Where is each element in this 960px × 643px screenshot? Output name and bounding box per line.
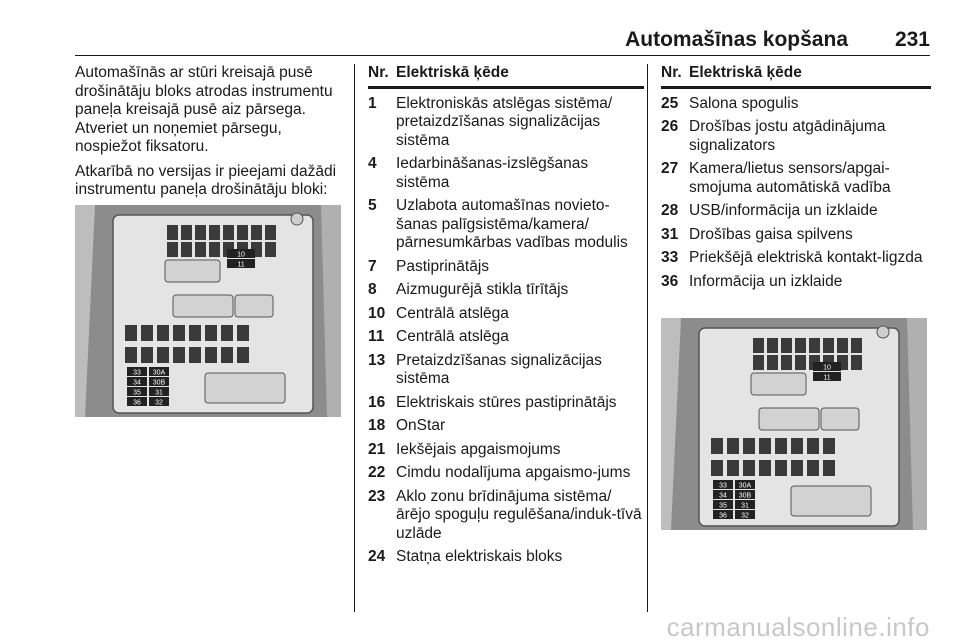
fuse-slot (743, 438, 755, 454)
circuit-description: Kamera/lietus sensors/apgai-smojuma automātiskā vadība (689, 160, 891, 196)
table-row (368, 155, 644, 192)
fuse-label-text: 30A (152, 369, 166, 377)
fuse-slot (791, 460, 803, 476)
fuse-label-text: 30A (738, 482, 752, 490)
header-circuit: Elektriskā ķēde (689, 64, 802, 81)
fuse-number: 1 (368, 94, 377, 112)
fuse-slot (181, 225, 192, 240)
fuse-slot (807, 460, 819, 476)
fuse-slot (237, 347, 249, 363)
fuse-label-text: 10 (237, 251, 245, 259)
circuit-description: Statņa elektriskais bloks (396, 548, 563, 565)
fuse-slot (125, 325, 137, 341)
table-row (661, 249, 931, 268)
fuse-number: 22 (368, 464, 386, 481)
connector-block (759, 408, 819, 430)
fuse-slot (823, 438, 835, 454)
table-row (368, 305, 644, 324)
circuit-description: Drošības gaisa spilvens (689, 225, 853, 243)
fuse-slot (167, 225, 178, 240)
page-header-title: Automašīnas kopšana (625, 28, 848, 51)
fuse-label-text: 30B (152, 379, 166, 387)
fuse-number: 33 (661, 249, 679, 266)
intro-column (75, 64, 341, 206)
fuse-label-text: 35 (719, 502, 727, 510)
table-row (661, 226, 931, 245)
fuse-number: 13 (368, 351, 386, 369)
fuse-table-right (661, 64, 931, 296)
circuit-description: Elektroniskās atslēgas sistēma/ pretaizdzīšanas signalizācijas sistēma (396, 94, 613, 149)
table-row (368, 464, 644, 483)
fuse-label-text: 30B (738, 492, 752, 500)
circuit-description: Centrālā atslēga (396, 328, 509, 345)
fuse-number: 18 (368, 417, 386, 434)
fuse-slot (743, 460, 755, 476)
intro-paragraph: Automašīnās ar stūri kreisajā pusē drošinātāju bloks atrodas instrumentu paneļa kreisajā pusē aiz pārsega. Atveriet un noņemiet pārsegu, nospiežot fiksatoru. (75, 64, 333, 155)
fuse-label-text: 31 (741, 502, 749, 510)
fuse-slot (851, 338, 862, 353)
fuse-slot (173, 325, 185, 341)
circuit-description: Informācija un izklaide (689, 272, 843, 290)
circuit-description: Iedarbināšanas-izslēgšanas sistēma (396, 155, 589, 191)
fuse-slot (727, 460, 739, 476)
fuse-box-drawing (661, 318, 927, 530)
fuse-slot (209, 225, 220, 240)
fuse-slot (775, 460, 787, 476)
circuit-description: Priekšējā elektriskā kontakt-ligzda (689, 249, 923, 266)
fuse-slot (753, 338, 764, 353)
fuse-label-text: 11 (237, 261, 245, 269)
fuse-slot (851, 355, 862, 370)
fuse-number: 31 (661, 225, 679, 243)
fuse-label-text: 31 (155, 389, 163, 397)
table-row (368, 328, 644, 347)
fuse-label-text: 32 (155, 399, 163, 407)
fuse-label-text: 36 (719, 512, 727, 520)
fuse-number: 21 (368, 440, 386, 458)
fuse-slot (711, 460, 723, 476)
fuse-slot (195, 242, 206, 257)
fuse-number: 25 (661, 94, 679, 112)
fuse-slot (125, 347, 137, 363)
circuit-description: Pastiprinātājs (396, 257, 490, 275)
fuse-number: 8 (368, 281, 377, 298)
fuse-number: 23 (368, 487, 386, 505)
table-row (368, 488, 644, 544)
fuse-slot (795, 338, 806, 353)
table-header (368, 64, 644, 89)
circuit-description: Iekšējais apgaismojums (396, 440, 561, 458)
table-row (368, 95, 644, 151)
circuit-description: Drošības jostu atgādinājuma signalizators (689, 118, 886, 154)
fuse-slot (807, 438, 819, 454)
fuse-label-text: 33 (719, 482, 727, 490)
table-row (368, 394, 644, 413)
fuse-box-drawing (75, 205, 341, 417)
table-row (661, 160, 931, 197)
circuit-description: Salona spogulis (689, 94, 799, 112)
fuse-slot (189, 325, 201, 341)
fuse-slot (209, 242, 220, 257)
column-divider (647, 64, 648, 612)
fuse-slot (767, 355, 778, 370)
fuse-slot (189, 347, 201, 363)
fuse-number: 16 (368, 393, 386, 411)
fuse-slot (181, 242, 192, 257)
table-row (368, 281, 644, 300)
connector-block (205, 373, 285, 403)
fuse-number: 7 (368, 257, 377, 275)
fuse-label-text: 11 (823, 374, 831, 382)
circuit-description: Pretaizdzīšanas signalizācijas sistēma (396, 351, 602, 387)
circuit-description: Uzlabota automašīnas novieto-šanas palīgsistēma/kamera/ pārnesumkārbas vadības modulis (396, 197, 628, 251)
fuse-slot (727, 438, 739, 454)
fuse-label-text: 33 (133, 369, 141, 377)
fuse-slot (823, 460, 835, 476)
fuse-slot (141, 347, 153, 363)
fuse-number: 4 (368, 155, 377, 172)
fuse-slot (781, 338, 792, 353)
header-circuit: Elektriskā ķēde (396, 64, 509, 81)
table-row (661, 202, 931, 221)
fuse-slot (237, 325, 249, 341)
fuse-number: 36 (661, 272, 679, 290)
table-row (368, 417, 644, 436)
fuse-label-text: 34 (133, 379, 141, 387)
table-row (368, 352, 644, 389)
relay-block (165, 260, 220, 282)
fuse-slot (173, 347, 185, 363)
fuse-slot (759, 438, 771, 454)
fuse-slot (753, 355, 764, 370)
fuse-slot (221, 325, 233, 341)
fuse-slot (167, 242, 178, 257)
connector-block (821, 408, 859, 430)
fuse-slot (781, 355, 792, 370)
fuse-slot (775, 438, 787, 454)
table-row (661, 95, 931, 114)
fuse-slot (265, 225, 276, 240)
fuse-number: 28 (661, 202, 679, 219)
fuse-slot (759, 460, 771, 476)
fuse-label-text: 10 (823, 364, 831, 372)
fuse-slot (221, 347, 233, 363)
circuit-description: Elektriskais stūres pastiprinātājs (396, 393, 617, 411)
fuse-number: 27 (661, 160, 679, 177)
table-row (368, 548, 644, 567)
fuse-number: 11 (368, 328, 385, 345)
circuit-description: USB/informācija un izklaide (689, 202, 878, 219)
fuse-box-diagram-1 (75, 205, 341, 417)
fuse-slot (223, 225, 234, 240)
connector-block (173, 295, 233, 317)
screw (291, 213, 303, 225)
fuse-table-middle (368, 64, 644, 572)
circuit-description: Aizmugurējā stikla tīrītājs (396, 281, 569, 298)
fuse-slot (265, 242, 276, 257)
fuse-slot (823, 338, 834, 353)
intro-paragraph-versions: Atkarībā no versijas ir pieejami dažādi instrumentu paneļa drošinātāju bloki: (75, 162, 337, 198)
fuse-slot (205, 325, 217, 341)
relay-block (751, 373, 806, 395)
fuse-slot (795, 355, 806, 370)
fuse-slot (157, 347, 169, 363)
header-nr: Nr. (661, 64, 682, 81)
circuit-description: Aklo zonu brīdinājuma sistēma/ ārējo spoguļu regulēšana/induk-tīvā uzlāde (396, 487, 642, 542)
fuse-slot (767, 338, 778, 353)
header-nr: Nr. (368, 64, 389, 81)
fuse-slot (809, 338, 820, 353)
table-row (661, 118, 931, 155)
fuse-number: 26 (661, 118, 679, 135)
table-row (368, 441, 644, 460)
fuse-slot (237, 225, 248, 240)
fuse-slot (251, 225, 262, 240)
fuse-slot (141, 325, 153, 341)
table-row (661, 273, 931, 292)
table-row (368, 197, 644, 253)
fuse-label-text: 34 (719, 492, 727, 500)
watermark: carmanualsonline.info (666, 612, 930, 642)
circuit-description: Cimdu nodalījuma apgaismo-jums (396, 464, 631, 481)
page-number: 231 (894, 28, 930, 51)
fuse-slot (195, 225, 206, 240)
column-divider (354, 64, 355, 612)
fuse-number: 24 (368, 548, 386, 565)
fuse-slot (157, 325, 169, 341)
fuse-slot (791, 438, 803, 454)
header-rule (75, 55, 930, 56)
fuse-label-text: 32 (741, 512, 749, 520)
fuse-label-text: 36 (133, 399, 141, 407)
fuse-number: 10 (368, 304, 386, 322)
connector-block (235, 295, 273, 317)
screw (877, 326, 889, 338)
connector-block (791, 486, 871, 516)
fuse-label-text: 35 (133, 389, 141, 397)
fuse-slot (711, 438, 723, 454)
fuse-slot (837, 338, 848, 353)
fuse-number: 5 (368, 197, 377, 214)
circuit-description: Centrālā atslēga (396, 304, 509, 322)
table-header (661, 64, 931, 89)
fuse-slot (205, 347, 217, 363)
circuit-description: OnStar (396, 417, 446, 434)
table-row (368, 258, 644, 277)
fuse-box-diagram-2 (661, 318, 927, 530)
